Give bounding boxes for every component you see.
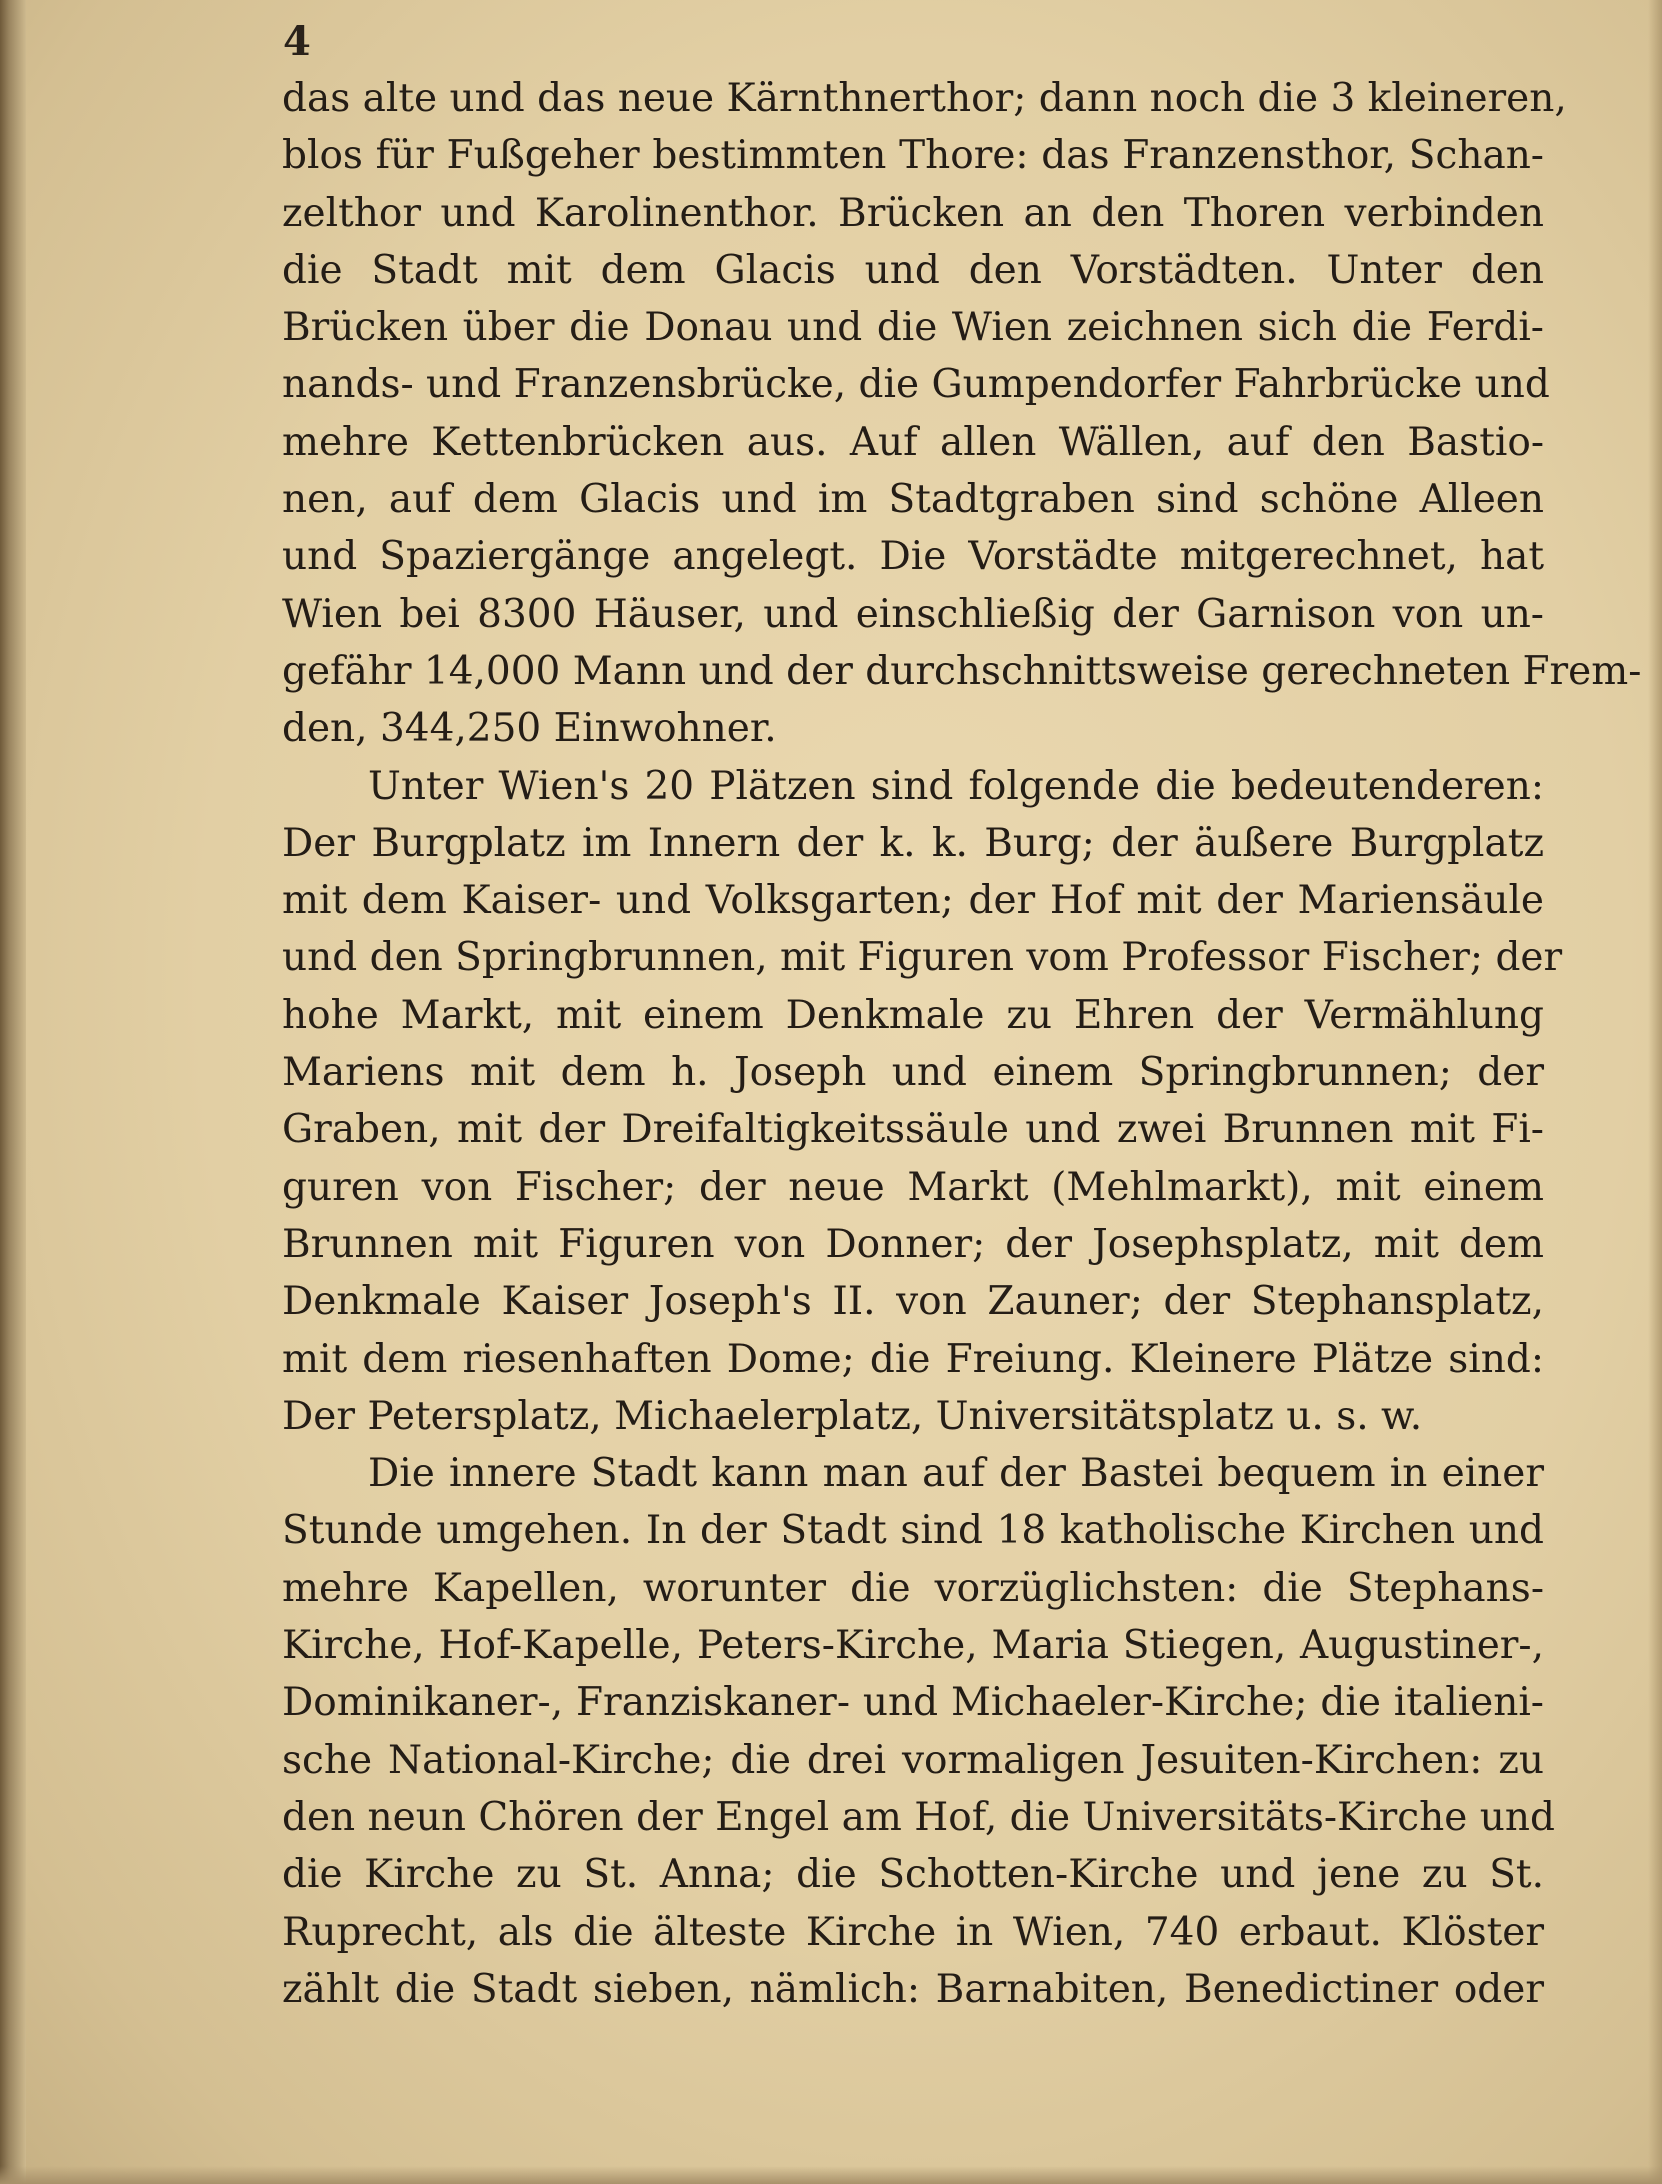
text-line: gefähr 14,000 Mann und der durchschnittsweise gerechneten Frem- <box>282 648 1642 694</box>
page-bottom-edge <box>0 2166 1662 2184</box>
text-line: mehre Kettenbrücken aus. Auf allen Wällen, auf den Bastio- <box>282 419 1544 465</box>
page-number: 4 <box>283 18 311 65</box>
paragraph-2 <box>282 758 1563 1446</box>
text-line: den, 344,250 Einwohner. <box>282 706 777 752</box>
text-line: Brücken über die Donau und die Wien zeichnen sich die Ferdi- <box>282 305 1544 351</box>
text-line: die Stadt mit dem Glacis und den Vorstädten. Unter den <box>282 247 1544 293</box>
text-line: Dominikaner-, Franziskaner- und Michaeler-Kirche; die italieni- <box>282 1680 1544 1726</box>
text-line: Mariens mit dem h. Joseph und einem Springbrunnen; der <box>282 1050 1544 1096</box>
text-line: Brunnen mit Figuren von Donner; der Josephsplatz, mit dem <box>282 1221 1544 1267</box>
text-line: blos für Fußgeher bestimmten Thore: das Franzensthor, Schan- <box>282 133 1544 179</box>
paragraph-1 <box>282 70 1642 758</box>
binding-edge <box>0 0 26 2184</box>
text-line: mit dem riesenhaften Dome; die Freiung. Kleinere Plätze sind: <box>282 1336 1544 1382</box>
text-line: den neun Chören der Engel am Hof, die Universitäts-Kirche und <box>282 1794 1555 1840</box>
text-line: mit dem Kaiser- und Volksgarten; der Hof mit der Mariensäule <box>282 878 1544 924</box>
paragraph-3 <box>282 1445 1555 2018</box>
text-line: Unter Wien's 20 Plätzen sind folgende die bedeutenderen: <box>368 763 1544 809</box>
text-line: guren von Fischer; der neue Markt (Mehlmarkt), mit einem <box>282 1164 1544 1210</box>
page-right-edge <box>1648 0 1662 2184</box>
text-line: sche National-Kirche; die drei vormaligen Jesuiten-Kirchen: zu <box>282 1737 1544 1783</box>
text-line: Stunde umgehen. In der Stadt sind 18 katholische Kirchen und <box>282 1508 1544 1554</box>
text-line: und Spaziergänge angelegt. Die Vorstädte mitgerechnet, hat <box>282 534 1544 580</box>
body-text <box>282 70 1642 2018</box>
text-line: mehre Kapellen, worunter die vorzüglichsten: die Stephans- <box>282 1565 1544 1611</box>
text-line: das alte und das neue Kärnthnerthor; dann noch die 3 kleineren, <box>282 76 1567 121</box>
text-line: Kirche, Hof-Kapelle, Peters-Kirche, Maria Stiegen, Augustiner-, <box>282 1623 1544 1669</box>
text-line: nen, auf dem Glacis und im Stadtgraben sind schöne Alleen <box>282 477 1544 523</box>
text-line: Graben, mit der Dreifaltigkeitssäule und zwei Brunnen mit Fi- <box>282 1107 1544 1153</box>
text-line: und den Springbrunnen, mit Figuren vom Professor Fischer; der <box>282 935 1563 981</box>
text-line: Denkmale Kaiser Joseph's II. von Zauner; der Stephansplatz, <box>282 1279 1544 1325</box>
text-line: Der Burgplatz im Innern der k. k. Burg; der äußere Burgplatz <box>282 820 1544 866</box>
text-line: nands- und Franzensbrücke, die Gumpendorfer Fahrbrücke und <box>282 362 1550 408</box>
text-line: hohe Markt, mit einem Denkmale zu Ehren der Vermählung <box>282 992 1544 1038</box>
text-line: Ruprecht, als die älteste Kirche in Wien, 740 erbaut. Klöster <box>282 1909 1544 1955</box>
text-line: Der Petersplatz, Michaelerplatz, Universitätsplatz u. s. w. <box>282 1393 1423 1439</box>
text-line: Die innere Stadt kann man auf der Bastei bequem in einer <box>368 1451 1544 1497</box>
text-line: die Kirche zu St. Anna; die Schotten-Kirche und jene zu St. <box>282 1852 1544 1898</box>
text-line: zählt die Stadt sieben, nämlich: Barnabiten, Benedictiner oder <box>282 1966 1544 2012</box>
text-line: Wien bei 8300 Häuser, und einschließig der Garnison von un- <box>282 591 1544 637</box>
text-line: zelthor und Karolinenthor. Brücken an den Thoren verbinden <box>282 190 1544 236</box>
